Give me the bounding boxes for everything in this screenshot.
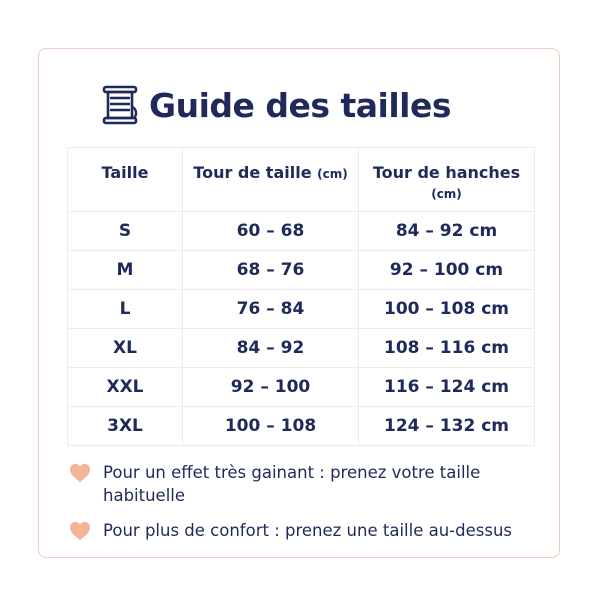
waist-cell: 68 – 76 <box>183 251 359 290</box>
size-cell: XL <box>68 329 183 368</box>
header-waist <box>183 148 359 212</box>
waist-cell: 76 – 84 <box>183 290 359 329</box>
hips-cell: 92 – 100 cm <box>359 251 535 290</box>
fit-notes <box>69 461 549 554</box>
header-hips-unit: (cm) <box>431 187 462 201</box>
thread-spool-icon <box>101 85 139 125</box>
waist-cell: 84 – 92 <box>183 329 359 368</box>
header <box>101 83 451 127</box>
hips-cell: 124 – 132 cm <box>359 407 535 446</box>
header-hips <box>359 148 535 212</box>
size-cell: M <box>68 251 183 290</box>
table-row <box>68 251 535 290</box>
size-table <box>67 147 535 446</box>
table-row <box>68 212 535 251</box>
hips-cell: 84 – 92 cm <box>359 212 535 251</box>
table-row <box>68 407 535 446</box>
heart-icon <box>69 521 91 541</box>
hips-cell: 100 – 108 cm <box>359 290 535 329</box>
fit-note <box>69 461 549 507</box>
page-title: Guide des tailles <box>149 85 452 125</box>
header-size-label: Taille <box>101 163 149 182</box>
waist-cell: 60 – 68 <box>183 212 359 251</box>
fit-note-text: Pour un effet très gainant : prenez votre taille habituelle <box>103 463 481 505</box>
table-row <box>68 368 535 407</box>
hips-cell: 108 – 116 cm <box>359 329 535 368</box>
header-waist-unit: (cm) <box>317 167 348 181</box>
table-header-row <box>68 148 535 212</box>
hips-cell: 116 – 124 cm <box>359 368 535 407</box>
table-row <box>68 329 535 368</box>
header-hips-label: Tour de hanches <box>372 163 521 182</box>
size-cell: L <box>68 290 183 329</box>
header-waist-label: Tour de taille <box>193 163 312 182</box>
size-cell: 3XL <box>68 407 183 446</box>
size-guide-card <box>38 48 560 558</box>
header-size <box>68 148 183 212</box>
size-cell: S <box>68 212 183 251</box>
fit-note-text: Pour plus de confort : prenez une taille au-dessus <box>103 521 512 540</box>
size-cell: XXL <box>68 368 183 407</box>
waist-cell: 100 – 108 <box>183 407 359 446</box>
waist-cell: 92 – 100 <box>183 368 359 407</box>
table-row <box>68 290 535 329</box>
fit-note <box>69 519 549 542</box>
heart-icon <box>69 463 91 483</box>
